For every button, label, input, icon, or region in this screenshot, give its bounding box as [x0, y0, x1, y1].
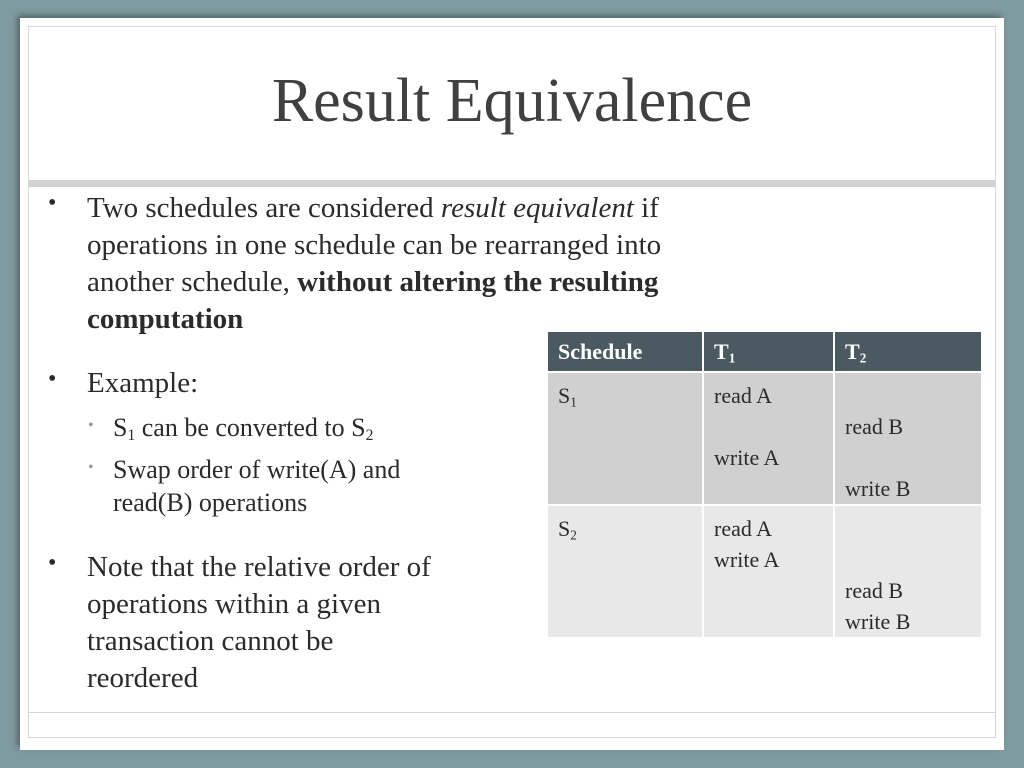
table-row — [548, 506, 981, 637]
footer-divider — [29, 712, 995, 713]
bullet-2-label: Example: — [87, 367, 199, 399]
bullet-icon: • — [48, 550, 57, 576]
bullet-1-line-4: computation — [87, 303, 244, 335]
table-row — [548, 373, 981, 504]
t1-cell: read A write A — [704, 373, 833, 504]
schedule-table — [546, 330, 983, 639]
bullet-3-line-1: Note that the relative order of — [87, 551, 431, 583]
sub-bullet-1: $S_1$ can be converted to $S_2$ — [113, 413, 374, 444]
header-schedule: Schedule — [548, 332, 702, 371]
t2-cell: read B write B — [835, 506, 981, 637]
t2-cell: read B write B — [835, 373, 981, 504]
header-t1: $T_1$ — [704, 332, 833, 371]
bullet-1-line-1: Two schedules are considered result equivalent if — [87, 192, 659, 224]
bullet-3-line-4: reordered — [87, 662, 199, 694]
sub-bullet-2-line-1: Swap order of write(A) and — [113, 455, 401, 484]
bullet-1-line-3: another schedule, without altering the resulting — [87, 266, 659, 298]
schedule-cell: $S_2$ — [548, 506, 702, 637]
bullet-3-line-2: operations within a given — [87, 588, 381, 620]
t1-cell: read A write A — [704, 506, 833, 637]
schedule-cell: $S_1$ — [548, 373, 702, 504]
title-divider — [29, 180, 995, 187]
table-header-row — [548, 332, 981, 371]
bullet-icon: • — [48, 366, 57, 392]
sub-bullet-icon: • — [88, 459, 94, 476]
header-t2: $T_2$ — [835, 332, 981, 371]
bullet-1-line-2: operations in one schedule can be rearranged into — [87, 229, 662, 261]
sub-bullet-icon: • — [88, 417, 94, 434]
slide-title: Result Equivalence — [271, 67, 753, 135]
bullet-3-line-3: transaction cannot be — [87, 625, 334, 657]
bullet-icon: • — [48, 190, 57, 216]
sub-bullet-2-line-2: read(B) operations — [113, 488, 308, 517]
